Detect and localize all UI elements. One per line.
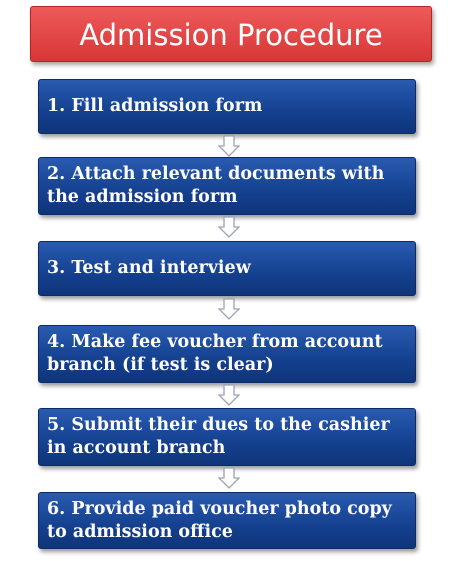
down-arrow-icon: [218, 384, 240, 406]
step-3-label: 3. Test and interview: [47, 258, 251, 278]
down-arrow-icon: [218, 298, 240, 320]
down-arrow-icon: [218, 216, 240, 238]
down-arrow-icon: [218, 467, 240, 489]
step-6-box: [38, 492, 416, 549]
step-4-box: [38, 325, 416, 383]
step-2-box: [38, 157, 416, 215]
step-5-box: [38, 408, 416, 466]
page-title: Admission Procedure: [30, 6, 432, 62]
step-3-box: [38, 241, 416, 296]
step-6-label: 6. Provide paid voucher photo copy to admission office: [47, 498, 392, 542]
step-1-box: [38, 79, 416, 134]
step-1-label: 1. Fill admission form: [47, 96, 263, 116]
step-5-label: 5. Submit their dues to the cashier in account branch: [47, 415, 390, 458]
down-arrow-icon: [218, 135, 240, 157]
step-2-label: 2. Attach relevant documents with the admission form: [47, 164, 385, 207]
step-4-label: 4. Make fee voucher from account branch (if test is clear): [47, 332, 383, 375]
